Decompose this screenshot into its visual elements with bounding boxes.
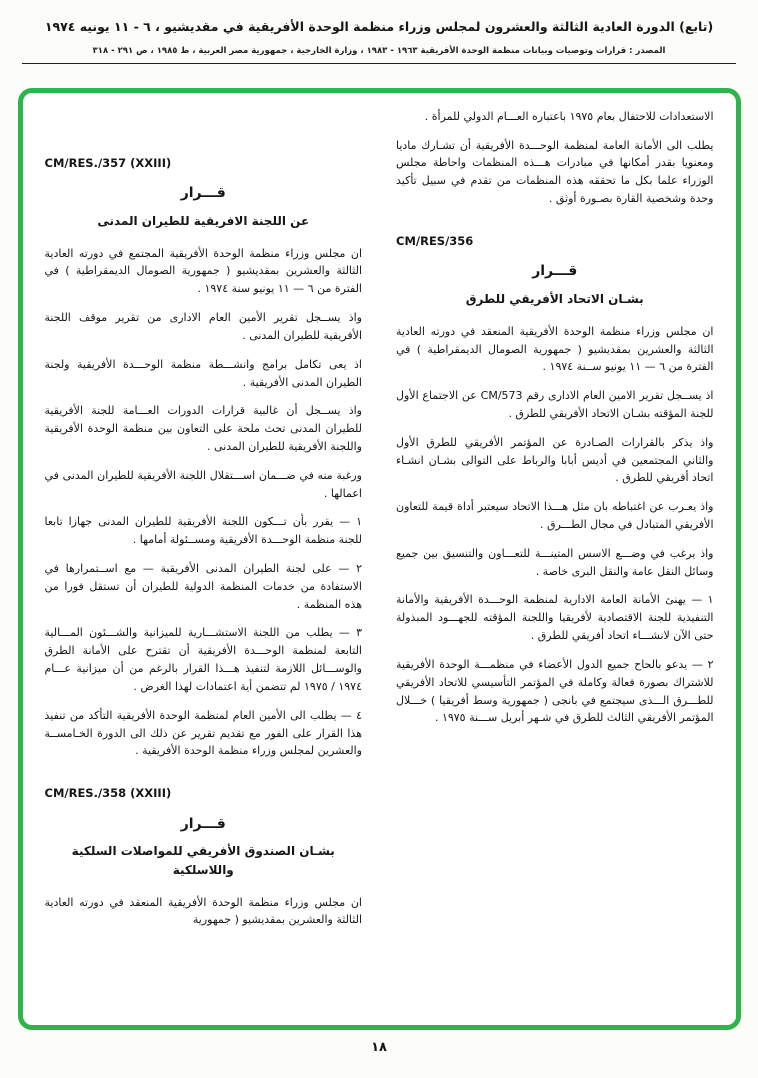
source-citation: المصدر : قرارات وتوصيات وبيانات منظمة الوحدة الأفريقية ١٩٦٣ - ١٩٨٣ ، وزارة الخارجية ، جمهورية مصر العربية ، ط ١٩٨٥ ، ص ٢٩١ - ٣١٨ <box>92 45 666 56</box>
resolution-ref: CM/RES./357 (XXIII) <box>44 155 172 170</box>
paragraph: ٢ — يدعو بالحاح جميع الدول الأعضاء في منظمـــة الوحدة الأفريقية للاشتراك بصورة فعالة وكاملة في المؤتمر التأسيسي للاتحاد الأفريقي للطـــرق الـــذى سيجتمع في بانجى ( جمهورية وسط أفريقيا ) خـــلال المؤتمر الأفريقي الثالث للطرق في شـهر أبريل ســـنة ١٩٧٥ . <box>396 657 714 725</box>
two-column-layout <box>45 108 714 1011</box>
paragraph: ٣ — يطلب من اللجنة الاستشـــارية للميزانية والشـــئون المـــالية التابعة لمنظمة الوحـــدة الأفريقية أن تقترح على الأمانة الطرق والوســـائل اللازمة لتنفيذ هـــذا القرار بالرغم من أن ميزانية عـــام ١٩٧٤ / ١٩٧٥ لم تتضمن أية اعتمادات لهذا الغرض . <box>44 626 362 693</box>
resolution-subtitle: بشـان الصندوق الأفريقي للمواصلات السلكية واللاسلكية <box>71 844 335 878</box>
header-divider <box>22 63 736 64</box>
paragraph: ١ — يهنئ الأمانة العامة الادارية لمنظمة الوحـــدة الأفريقية والأمانة التنفيذية للجنة الاقتصادية لأفريقيا واللجنة المؤقته للجهـــود المبذولة حتى الآن لانشـــاء اتحاد أفريقي للطرق . <box>396 593 714 643</box>
resolution-subtitle: بشـان الاتحاد الأفريقي للطرق <box>465 292 644 307</box>
resolution-title: قـــرار <box>180 185 226 202</box>
paragraph: ٢ — على لجنة الطيران المدنى الأفريقية — مع اســتمرارها في الاستفادة من خدمات المنظمة الدولية للطيران أن تستقل فورا من هذه المنظمة . <box>44 562 362 611</box>
paragraph: واذ يســجل تقرير الأمين العام الادارى من تقرير موقف اللجنة الأفريقية للطيران المدنى . <box>44 311 362 342</box>
column-right <box>396 108 714 1011</box>
resolution-title: قـــرار <box>532 263 578 280</box>
paragraph: ١ — يقرر بأن تـــكون اللجنة الأفريقية للطيران المدنى جهازا تابعا للجنة منظمة الوحـــدة الأفريقية ومســئولة أمامها . <box>44 515 362 547</box>
paragraph: واذ يذكر بالقرارات الصـادرة عن المؤتمر الأفريقي للطرق الأول والثاني المجتمعين في أديس أبابا والرباط على التوالى بشـان انشـاء اتحاد أفريقي للطرق . <box>396 435 714 485</box>
page-number: ١٨ <box>371 1039 387 1055</box>
paragraph: واذ يعـرب عن اغتباطه بان مثل هـــذا الاتحاد سيعتبر أداة قيمة للتعاون الأفريقي المتبادل في مجال الطـــرق . <box>396 500 714 532</box>
session-title: (تابع) الدورة العادية الثالثة والعشرون لمجلس وزراء منظمة الوحدة الأفريقية في مقديشيو ، ٦ - ١١ يونيه ١٩٧٤ <box>44 19 714 34</box>
paragraph: ان مجلس وزراء منظمة الوحدة الأفريقية المجتمع في دورته العادية الثالثة والعشرين بمقديشيو ( جمهورية الصومال الديمقراطية ) في الفترة من ٦ — ١١ يونيو سنة ١٩٧٤ . <box>44 246 362 296</box>
document-header <box>0 0 758 64</box>
paragraph: ٤ — يطلب الى الأمين العام لمنظمة الوحدة الأفريقية التأكد من تنفيذ هذا القرار على الفور مع تقديم تقرير عن ذلك الى الدورة الخـامســة والعشرين لمجلس وزراء منظمة الوحدة الأفريقية . <box>44 708 362 758</box>
column-left <box>45 108 363 1011</box>
paragraph: اذ يعى تكامل برامج وانشـــطة منظمة الوحـــدة الأفريقية ولجنة الطيران المدنى الأفريقية . <box>44 357 362 389</box>
document-footer <box>0 1040 758 1055</box>
resolution-title: قـــرار <box>180 815 226 832</box>
paragraph: ان مجلس وزراء منظمة الوحدة الأفريقية المنعقد في دورته العادية الثالثة والعشرين بمقديشيو ( جمهورية <box>44 895 362 927</box>
paragraph: ان مجلس وزراء منظمة الوحدة الأفريقية المنعقد في دورته العادية الثالثة والعشرين بمقديشيو ( جمهورية الصومال الديمقراطية ) في الفترة من ٦ — ١١ يونيو ســنة ١٩٧٤ . <box>396 324 714 374</box>
resolution-ref: CM/RES/356 <box>396 233 474 248</box>
paragraph: يطلب الى الأمانة العامة لمنظمة الوحـــدة الأفريقية أن تشـارك ماديا ومعنويا بقدر أمكانها في مبادرات هـــذه المنظمات واحاطة مجلس الوزراء علما بكل ما تحققه هذه المنظمات من تقدم في سبيل تأكيد وحدة وشخصية القارة بصـورة أوثق . <box>396 138 714 205</box>
paragraph: واذ يســجل أن غالبية قرارات الدورات العـــامة للجنة الأفريقية للطيران المدنى تحث ملحة على التعاون بين منظمة الوحدة الأفريقية واللجنة الأفريقية للطيران المدنى . <box>44 404 362 453</box>
resolution-subtitle: عن اللجنة الافريقية للطيران المدنى <box>97 214 310 229</box>
paragraph: ورغبة منه في ضـــمان اســـتقلال اللجنة الأفريقية للطيران المدنى في اعمالها . <box>44 468 362 500</box>
paragraph: الاستعدادات للاحتفال بعام ١٩٧٥ باعتباره العـــام الدولي للمرأة . <box>424 109 714 123</box>
resolution-ref: CM/RES./358 (XXIII) <box>44 786 172 801</box>
paragraph: اذ يســجل تقرير الامين العام الادارى رقم CM/573 عن الاجتماع الأول للجنة المؤقته بشـان الاتحاد الأفريقي للطرق . <box>396 389 714 420</box>
content-frame <box>18 88 741 1030</box>
paragraph: واذ يرغب في وضـــع الاسس المتينـــة للتعـــاون والتنسيق بين جميع وسائل النقل عامة والنقل البرى خاصة . <box>396 546 714 578</box>
